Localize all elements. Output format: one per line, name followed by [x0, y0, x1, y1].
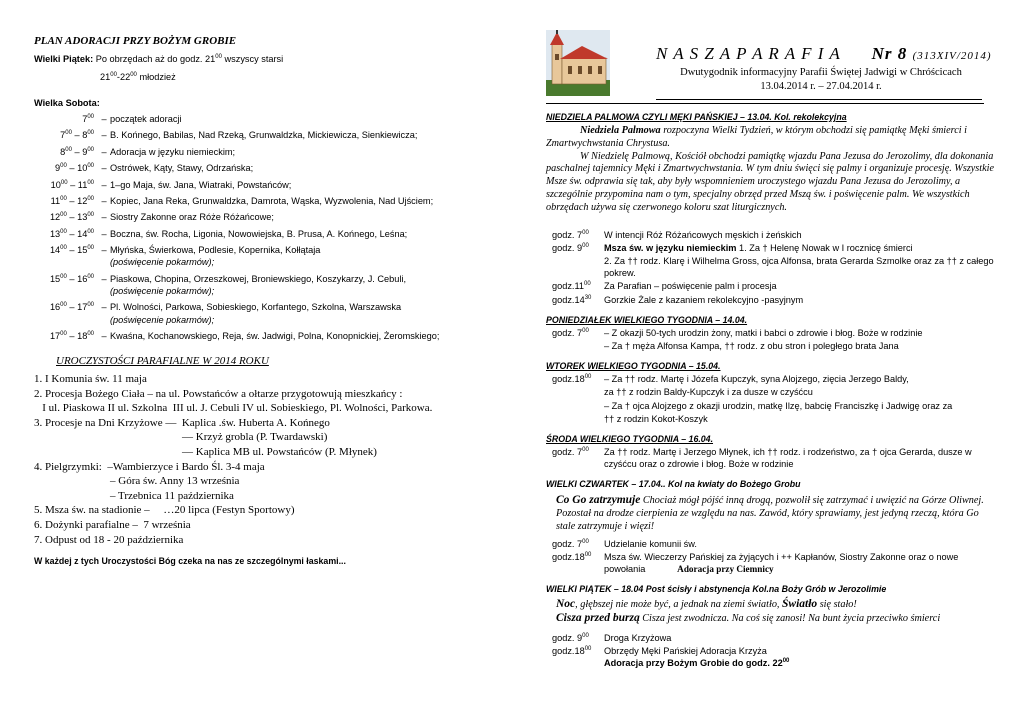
- mass-time: [546, 242, 604, 254]
- time-start: 9: [55, 163, 61, 174]
- palm-masses: [546, 229, 998, 306]
- saturday-note: (poświęcenie pokarmów);: [110, 285, 215, 296]
- mass-time: [546, 255, 604, 279]
- saturday-text: [110, 244, 320, 268]
- dash: –: [101, 273, 107, 284]
- mass-intention: – Za † ojca Alojzego z okazji urodzin, matkę Ilzę, babcię Franciszkę i Jadwigę oraz za: [604, 400, 953, 411]
- wednesday-heading: ŚRODA WIELKIEGO TYGODNIA – 16.04.: [546, 434, 714, 445]
- mass-text: [604, 327, 998, 339]
- palm-p1-bold: Niedziela Palmowa: [580, 125, 661, 136]
- mass-time-sup: 00: [584, 374, 592, 381]
- wednesday-masses: [546, 446, 998, 470]
- mass-row: [546, 400, 998, 412]
- mass-text: [604, 645, 998, 657]
- issue-sub: (313XIV/2014): [912, 50, 992, 62]
- time-end-sup: 00: [87, 130, 94, 137]
- time-sep: –: [66, 302, 78, 313]
- time-sep: –: [66, 228, 78, 239]
- time-start-sup: 00: [60, 163, 67, 170]
- time-end: 17: [77, 302, 88, 313]
- saturday-row: [34, 211, 496, 223]
- tuesday-masses: [546, 373, 998, 425]
- mass-row: [546, 280, 998, 292]
- time-start: 16: [49, 302, 61, 313]
- uro-item: 1. I Komunia św. 11 maja: [34, 373, 147, 385]
- saturday-text-main: Boczna, św. Rocha, Ligonia, Nowowiejska, B. Prusa, A. Końnego, Leśna;: [110, 228, 408, 239]
- uro-item: 4. Pielgrzymki: –Wambierzyce i Bardo Śl. 3-4 maja: [34, 460, 265, 473]
- mass-time-sup: 00: [582, 229, 589, 236]
- saturday-row: [34, 330, 496, 342]
- saturday-text: [110, 301, 401, 325]
- mass-intention: Za Parafian – poświęcenie palm i procesja: [604, 281, 777, 292]
- time-end: 15: [77, 245, 88, 256]
- mass-row: [546, 551, 998, 575]
- time-range: [34, 179, 98, 191]
- time-start: 7: [82, 114, 88, 124]
- time-start: 8: [60, 146, 66, 157]
- mass-text: [604, 538, 998, 550]
- friday-text: Po obrzędach aż do godz. 21: [95, 54, 216, 64]
- dash: –: [101, 146, 107, 157]
- time-range: [34, 195, 98, 207]
- mass-time-text: godz. 7: [552, 229, 583, 240]
- time-start-sup: 00: [60, 245, 67, 252]
- time-range: [34, 146, 98, 158]
- time-sep: –: [71, 146, 83, 157]
- mass-row: [546, 229, 998, 241]
- mass-row: [546, 386, 998, 398]
- thursday-quote-bold: Co Go zatrzymuje: [556, 494, 641, 507]
- mass-time-sup: 00: [584, 281, 591, 288]
- mass-time: [546, 340, 604, 352]
- time-start-sup: 00: [87, 113, 94, 120]
- time-start: 14: [49, 245, 61, 256]
- friday-q1-tail: się stało!: [817, 599, 857, 611]
- mass-time-text: godz.18: [552, 646, 585, 657]
- mass-intention: W intencji Róż Różańcowych męskich i żeńskich: [604, 229, 802, 240]
- time-range: [34, 244, 98, 268]
- time-end-sup: 00: [87, 245, 94, 252]
- time-sep: –: [66, 330, 78, 341]
- uro-item: 5. Msza św. na stadionie – …20 lipca (Festyn Sportowy): [34, 504, 295, 517]
- saturday-text-main: Kwaśna, Kochanowskiego, Reja, św. Jadwigi, Polna, Konopnickiej, Żeromskiego;: [110, 330, 440, 341]
- mass-text: [604, 632, 998, 644]
- time-end: 9: [82, 146, 88, 157]
- mass-text: [604, 229, 998, 241]
- saturday-text: [110, 211, 274, 223]
- mass-intention: Udzielanie komunii św.: [604, 538, 697, 549]
- saturday-text: [110, 113, 182, 125]
- mass-intention: – Za †† rodz. Martę i Józefa Kupczyk, syna Alojzego, zięcia Jerzego Baldy,: [604, 374, 909, 385]
- saturday-text: [110, 273, 406, 297]
- mass-time-sup: 00: [584, 646, 592, 653]
- mass-intention: Droga Krzyżowa: [604, 633, 672, 644]
- mass-text: [604, 280, 998, 292]
- saturday-note: (poświęcenie pokarmów);: [110, 257, 215, 268]
- church-image: [546, 30, 610, 96]
- monday-masses: [546, 327, 998, 352]
- mass-row: [546, 645, 998, 657]
- thursday-masses: [546, 538, 998, 576]
- friday2-b: -22: [116, 72, 131, 82]
- friday2-sb: 00: [130, 71, 137, 78]
- saturday-text-main: Piaskowa, Chopina, Orzeszkowej, Broniewskiego, Koszykarzy, J. Cebuli,: [110, 273, 406, 284]
- saturday-text-main: Pl. Wolności, Parkowa, Sobieskiego, Korfantego, Szkolna, Warszawska: [110, 302, 402, 313]
- friday-label: Wielki Piątek:: [34, 54, 94, 64]
- dash: –: [101, 195, 107, 206]
- time-start: 12: [49, 212, 61, 223]
- mass-time: [546, 386, 604, 398]
- saturday-note: (poświęcenie pokarmów);: [110, 314, 215, 325]
- time-range: [34, 330, 98, 342]
- friday-q2-text: Cisza jest zwodnicza. Na coś się zanosi! Na bunt życia przeciwko śmierci: [639, 613, 941, 625]
- palm-paragraph-1: [546, 125, 998, 151]
- mass-time-sup: 00: [582, 242, 589, 249]
- time-range: [34, 273, 98, 297]
- time-range: [34, 301, 98, 325]
- friday2-sa: 00: [110, 71, 117, 78]
- saturday-text-main: B. Końnego, Babilas, Nad Rzeką, Grunwaldzka, Mickiewicza, Sienkiewicza;: [110, 130, 418, 141]
- uro-item: — Krzyż grobla (P. Twardawski): [182, 431, 328, 444]
- mass-row: [546, 255, 998, 279]
- time-start: 11: [50, 195, 61, 206]
- mass-intention: – Za † męża Alfonsa Kampa, †† rodz. z obu stron i poległego brata Jana: [604, 341, 899, 351]
- friday-heading: WIELKI PIĄTEK – 18.04 Post ścisły i abstynencja Kol.na Boży Grób w Jerozolimie: [546, 584, 887, 595]
- mass-intention: †† z rodzin Kokot-Koszyk: [604, 413, 708, 424]
- mass-text: [604, 373, 998, 385]
- mass-row: [546, 242, 998, 254]
- mass-intention: Msza św. w języku niemieckim: [604, 242, 737, 253]
- time-end-sup: 00: [87, 330, 94, 337]
- palm-paragraph-2: W Niedzielę Palmową, Kościół obchodzi pamiątkę wjazdu Pana Jezusa do Jerozolimy, dla dokonania paschalnej tajemnicy Męki i Zmartwychwstania. W tym dniu święci się palmy i organizuje procesję. Wszystkie Msze św. odprawia się tak, aby były wspomnieniem uroczystego wjazdu Pana Jezusa do Jerozolimy, a szczególnie przypomina nam o tym, specjalny obrzęd przed Mszą św. i poświęcenie palm. We wszystkich obrzędach używa się czerwonego koloru szat liturgicznych.: [546, 150, 994, 213]
- mass-time-text: godz. 9: [552, 242, 583, 253]
- time-start-sup: 00: [60, 302, 67, 309]
- friday-last: [546, 657, 998, 669]
- friday-quote-2: [546, 612, 998, 626]
- mass-time: [546, 373, 604, 385]
- mass-text: [604, 446, 998, 470]
- masthead-subtitle: Dwutygodnik informacyjny Parafii Świętej Jadwigi w Chróścicach: [680, 67, 962, 78]
- time-start-sup: 00: [60, 179, 68, 186]
- mass-time-text: godz.14: [552, 294, 585, 305]
- masthead-dates: 13.04.2014 r. – 27.04.2014 r.: [760, 81, 882, 92]
- mass-time-text: godz.18: [552, 374, 585, 385]
- mass-row: [546, 340, 998, 352]
- friday-last-text: Adoracja przy Bożym Grobie do godz. 22: [604, 658, 783, 669]
- mass-extra: 1. Za † Helenę Nowak w I rocznicę śmierci: [736, 242, 913, 253]
- uro-list: [34, 372, 496, 547]
- saturday-text-main: Ostrówek, Kąty, Stawy, Odrzańska;: [110, 163, 254, 174]
- mass-intention: Obrzędy Męki Pańskiej Adoracja Krzyża: [604, 646, 767, 657]
- time-range: [34, 162, 98, 174]
- mass-time: [546, 229, 604, 241]
- time-end: 16: [77, 273, 88, 284]
- dash: –: [101, 302, 107, 313]
- friday-sup: 00: [215, 53, 222, 60]
- saturday-row: [34, 228, 496, 240]
- saturday-text: [110, 129, 417, 141]
- saturday-row: [34, 146, 496, 158]
- saturday-text: [110, 162, 253, 174]
- mass-time-sup: 00: [582, 446, 589, 453]
- saturday-label: Wielka Sobota:: [34, 98, 100, 108]
- saturday-row: [34, 129, 496, 141]
- mass-text: [604, 255, 998, 279]
- uro-item: – Trzebnica 11 października: [110, 489, 234, 502]
- thursday-heading: WIELKI CZWARTEK – 17.04.. Kol na kwiaty do Bożego Grobu: [546, 479, 801, 490]
- mass-time-sup: 00: [582, 632, 589, 639]
- uro-item: 7. Odpust od 18 - 20 października: [34, 533, 184, 546]
- saturday-text: [110, 195, 433, 207]
- mass-time-text: godz. 7: [552, 447, 583, 458]
- saturday-text: [110, 228, 407, 240]
- dash: –: [101, 212, 107, 223]
- mass-intention: Msza św. Wieczerzy Pańskiej za żyjących i ++ Kapłanów, Siostry Zakonne oraz o nowe powołania: [604, 552, 959, 575]
- friday-q1-text: , głębszej nie może być, a jednak na ziemi światło,: [575, 599, 783, 611]
- time-range: [34, 228, 98, 240]
- time-end: 13: [77, 212, 88, 223]
- mass-time: [546, 400, 604, 412]
- time-end: 12: [77, 195, 88, 206]
- mass-text: [604, 386, 998, 398]
- friday-tail: wszyscy starsi: [221, 54, 284, 64]
- time-start: 10: [50, 179, 61, 190]
- mass-time-text: godz.11: [552, 281, 585, 292]
- mass-text: [604, 413, 998, 425]
- palm-sunday-heading: NIEDZIELA PALMOWA CZYLI MĘKI PAŃSKIEJ – 13.04. Kol. rekolekcyjna: [546, 112, 847, 122]
- time-end-sup: 00: [87, 146, 94, 153]
- thursday-quote-text: Chociaż mógł pójść inną drogą, pozwolił się zatrzymać i uwięzić na Górze Oliwnej. Pozostał na drodze cierpienia ze względu na nas. Zawód, który sprawiamy, jest jedyną rzeczą, która Go stale zatrzymuje i więzi!: [556, 495, 984, 533]
- issue-number: Nr 8: [871, 44, 908, 63]
- time-range: [34, 211, 98, 223]
- palm-p1-text: rozpoczyna Wielki Tydzień, w którym obchodzi się pamiątkę Męki śmierci i Zmartwychwstania Chrystusa.: [546, 125, 967, 149]
- mass-text: [604, 294, 998, 306]
- saturday-row: [34, 273, 496, 297]
- dash: –: [101, 228, 107, 239]
- time-sep: –: [66, 195, 78, 206]
- mass-intention: Za †† rodz. Martę i Jerzego Młynek, ich †† rodz. i rodzeństwo, za † ojca Gerarda, dusze w czyśćcu oraz o zdrowie i błog. Boże w rodzinie: [604, 447, 972, 470]
- saturday-row: [34, 179, 496, 191]
- mass-time: [546, 538, 604, 550]
- uro-title: UROCZYSTOŚCI PARAFIALNE W 2014 ROKU: [56, 355, 269, 367]
- mass-time-sup: 00: [584, 551, 592, 558]
- time-end-sup: 00: [87, 302, 94, 309]
- friday2-a: 21: [100, 72, 111, 82]
- time-start-sup: 00: [60, 212, 67, 219]
- friday-line: [34, 53, 496, 65]
- saturday-row: [34, 195, 496, 207]
- mass-time-text: godz.18: [552, 552, 585, 563]
- mass-intention: za †† z rodzin Baldy-Kupczyk i za dusze w czyśćcu: [604, 387, 813, 398]
- masthead: [656, 44, 992, 92]
- dash: –: [101, 179, 107, 190]
- friday-masses: [546, 632, 998, 657]
- saturday-text-main: Siostry Zakonne oraz Róże Różańcowe;: [110, 212, 274, 223]
- saturday-text: [110, 330, 439, 342]
- uro-item: – Góra św. Anny 13 września: [110, 475, 240, 488]
- mass-time: [546, 280, 604, 292]
- time-end: 11: [77, 179, 88, 190]
- mass-time-text: godz. 9: [552, 633, 583, 644]
- time-end-sup: 00: [87, 163, 94, 170]
- mass-row: [546, 294, 998, 306]
- tuesday-heading: WTOREK WIELKIEGO TYGODNIA – 15.04.: [546, 361, 721, 372]
- time-start-sup: 00: [60, 330, 67, 337]
- saturday-text-main: 1–go Maja, św. Jana, Wiatraki, Powstańców;: [110, 179, 292, 190]
- mass-time-text: godz. 7: [552, 327, 583, 338]
- saturday-text-main: Młyńska, Świerkowa, Podlesie, Kopernika, Kołłątaja: [110, 245, 321, 256]
- saturday-text: [110, 146, 235, 158]
- time-end-sup: 00: [87, 179, 94, 186]
- uro-item: 3. Procesje na Dni Krzyżowe — Kaplica .św. Huberta A. Końnego: [34, 416, 330, 429]
- mass-row: [546, 327, 998, 339]
- paper-name: N A S Z A P A R A F I A: [656, 44, 841, 63]
- mass-row: [546, 413, 998, 425]
- time-sep: –: [66, 212, 78, 223]
- mass-time-text: godz. 7: [552, 538, 583, 549]
- masthead-title: [656, 44, 992, 64]
- time-end: 10: [77, 163, 88, 174]
- saturday-row: [34, 162, 496, 174]
- closing-line: W każdej z tych Uroczystości Bóg czeka na nas ze szczególnymi łaskami...: [34, 556, 346, 566]
- mass-time: [546, 446, 604, 470]
- mass-extra: Adoracja przy Ciemnicy: [675, 564, 774, 575]
- time-start-sup: 00: [65, 130, 72, 137]
- time-end: 18: [77, 330, 88, 341]
- saturday-text-main: Kopiec, Jana Reka, Grunwaldzka, Damrota, Wąska, Wyzwolenia, Nad Ujściem;: [110, 195, 434, 206]
- saturday-schedule: [34, 113, 496, 346]
- dash: –: [101, 114, 107, 124]
- friday2-c: młodzież: [136, 72, 176, 82]
- time-start-sup: 00: [60, 195, 67, 202]
- time-sep: –: [67, 179, 78, 190]
- friday-last-sup: 00: [782, 658, 790, 665]
- time-start: 7: [60, 130, 66, 141]
- mass-text: [604, 400, 998, 412]
- time-sep: –: [66, 163, 78, 174]
- saturday-text-main: początek adoracji: [110, 114, 182, 124]
- time-end-sup: 00: [87, 212, 94, 219]
- mass-intention: 2. Za †† rodz. Klarę i Wilhelma Gross, ojca Alfonsa, brata Gerarda Szmolke oraz za †† z całego pokrew.: [604, 255, 994, 279]
- time-start: 13: [49, 228, 61, 239]
- mass-time-sup: 30: [584, 294, 592, 301]
- dash: –: [101, 163, 107, 174]
- uro-item: I ul. Piaskowa II ul. Szkolna III ul. J. Cebuli IV ul. Sobieskiego, Pl. Wolności, Parkowa.: [34, 402, 433, 415]
- saturday-row: [34, 301, 496, 325]
- friday-q2-bold: Cisza przed burzą: [556, 612, 640, 625]
- adoration-title: PLAN ADORACJI PRZY BOŻYM GROBIE: [34, 35, 237, 47]
- time-end: 8: [82, 130, 88, 141]
- time-start-sup: 00: [60, 273, 67, 280]
- time-end: 14: [77, 228, 88, 239]
- mass-time: [546, 327, 604, 339]
- mass-text: [604, 340, 998, 352]
- dash: –: [101, 245, 107, 256]
- mass-time: [546, 413, 604, 425]
- time-start-sup: 00: [65, 146, 72, 153]
- mass-intention: – Z okazji 50-tych urodzin żony, matki i babci o zdrowie i błog. Boże w rodzinie: [604, 327, 923, 338]
- saturday-row: [34, 244, 496, 268]
- monday-heading: PONIEDZIAŁEK WIELKIEGO TYGODNIA – 14.04.: [546, 314, 748, 325]
- saturday-text: [110, 179, 291, 191]
- mass-row: [546, 632, 998, 644]
- thursday-quote: [546, 494, 998, 533]
- time-range: [34, 113, 98, 125]
- masthead-rule-2: [546, 103, 984, 104]
- friday-q1-bold2: Światło: [782, 598, 818, 611]
- dash: –: [101, 330, 107, 341]
- dash: –: [101, 130, 107, 141]
- mass-text: [604, 242, 998, 254]
- time-end-sup: 00: [87, 228, 94, 235]
- mass-row: [546, 373, 998, 385]
- mass-time-sup: 00: [582, 327, 589, 334]
- time-sep: –: [66, 245, 78, 256]
- mass-time: [546, 632, 604, 644]
- mass-text: [604, 551, 998, 575]
- time-start: 15: [49, 273, 61, 284]
- mass-time: [546, 551, 604, 575]
- time-range: [34, 129, 98, 141]
- masthead-rule-1: [656, 99, 982, 100]
- uro-item: 2. Procesja Bożego Ciała – na ul. Powstańców a ołtarze przygotowują mieszkańcy :: [34, 387, 403, 400]
- mass-intention: Gorzkie Żale z kazaniem rekolekcyjno -pasyjnym: [604, 294, 804, 305]
- mass-row: [546, 446, 998, 470]
- uro-item: — Kaplica MB ul. Powstańców (P. Młynek): [182, 445, 377, 458]
- mass-time-sup: 00: [582, 538, 589, 545]
- mass-time: [546, 645, 604, 657]
- time-start-sup: 00: [60, 228, 67, 235]
- time-sep: –: [71, 130, 83, 141]
- friday-quote-1: [546, 598, 998, 612]
- time-end-sup: 00: [87, 195, 94, 202]
- friday-q1-bold: Noc: [556, 598, 576, 611]
- time-sep: –: [66, 273, 78, 284]
- saturday-text-main: Adoracja w języku niemieckim;: [110, 146, 236, 157]
- mass-time: [546, 294, 604, 306]
- uro-item: 6. Dożynki parafialne – 7 września: [34, 518, 191, 531]
- saturday-row: [34, 113, 496, 125]
- time-end-sup: 00: [87, 273, 94, 280]
- friday-line-2: [100, 71, 176, 83]
- mass-row: [546, 538, 998, 550]
- time-start: 17: [49, 330, 61, 341]
